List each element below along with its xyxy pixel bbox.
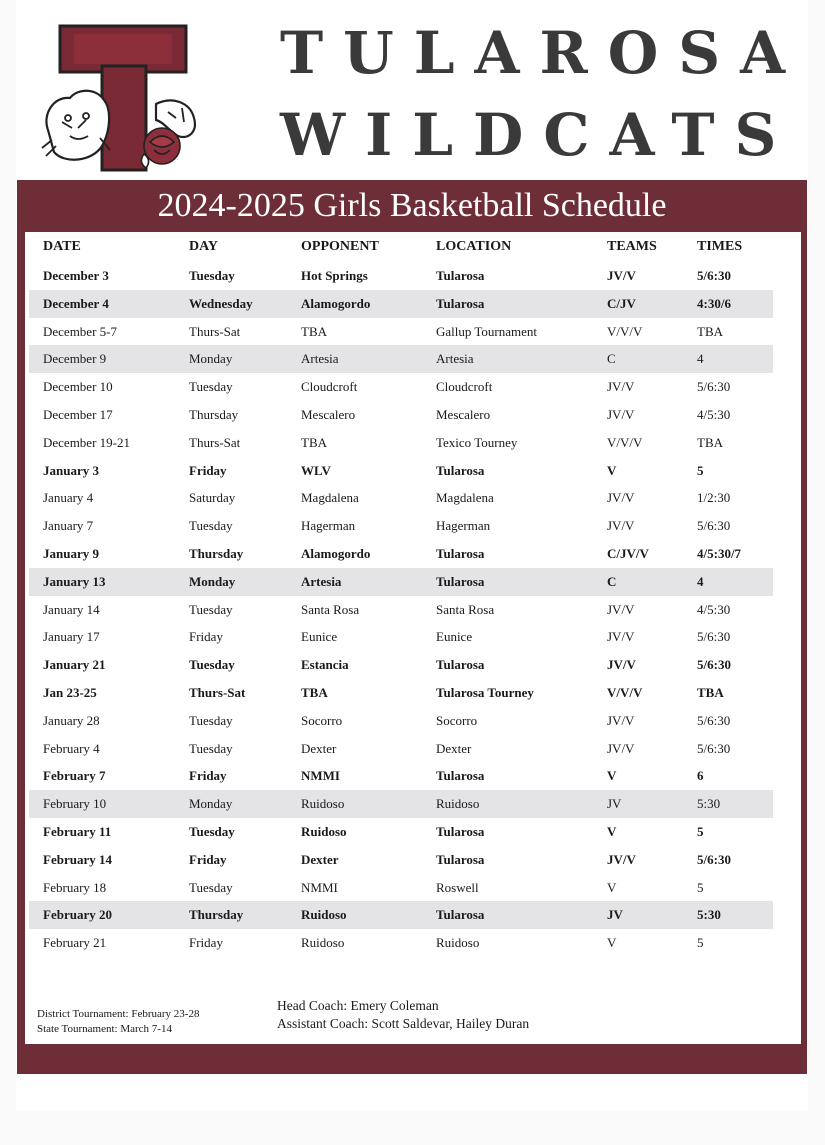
cell-teams: JV/V (607, 712, 635, 728)
table-row (29, 457, 773, 485)
cell-location: Hagerman (436, 518, 491, 534)
cell-opponent: Alamogordo (301, 546, 371, 561)
cell-teams: V (607, 462, 617, 478)
cell-teams: JV/V (607, 657, 636, 673)
cell-teams: JV (607, 907, 623, 923)
cell-opponent: TBA (301, 434, 327, 450)
cell-location: Tularosa (436, 907, 485, 923)
cell-day: Thursday (189, 907, 244, 923)
cell-teams: V (607, 768, 617, 784)
state-tournament: State Tournament: March 7-14 (37, 1023, 172, 1035)
cell-date: December 9 (43, 351, 107, 367)
cell-times: 6 (697, 768, 704, 784)
cell-opponent: Artesia (301, 351, 339, 367)
table-row (29, 651, 773, 679)
schedule-table (25, 232, 801, 1044)
cell-date: December 4 (43, 295, 109, 311)
cell-date: January 17 (43, 629, 100, 645)
schedule-frame (17, 180, 807, 1074)
cell-opponent: Estancia (301, 657, 349, 673)
cell-date: January 28 (43, 712, 100, 728)
table-row (29, 290, 773, 318)
cell-location: Ruidoso (436, 796, 480, 812)
cell-day: Tuesday (189, 268, 235, 283)
cell-teams: V/V/V (607, 434, 643, 450)
cell-times: 5/6:30 (697, 851, 731, 867)
cell-date: December 10 (43, 379, 113, 395)
table-row (29, 790, 773, 818)
cell-day: Friday (189, 629, 223, 645)
cell-times: 5/6:30 (697, 629, 731, 645)
cell-date: February 4 (43, 740, 100, 756)
tournament-info (37, 1007, 199, 1037)
cell-date: December 3 (43, 268, 109, 283)
header-teams: TEAMS (607, 239, 657, 254)
cell-times: 5/6:30 (697, 379, 731, 395)
cell-location: Tularosa (436, 462, 485, 478)
cell-teams: JV/V (607, 490, 635, 506)
cell-opponent: Ruidoso (301, 824, 347, 839)
cell-times: 5 (697, 935, 704, 951)
cell-date: January 4 (43, 490, 94, 506)
cell-teams: JV/V (607, 629, 635, 645)
cell-location: Eunice (436, 629, 473, 645)
cell-date: February 11 (43, 824, 112, 839)
cell-day: Tuesday (189, 712, 233, 728)
cell-times: TBA (697, 323, 723, 339)
cell-opponent: TBA (301, 685, 328, 700)
cell-day: Thurs-Sat (189, 323, 241, 339)
cell-day: Friday (189, 935, 223, 951)
schedule-page (16, 0, 808, 1110)
cell-location: Tularosa (436, 268, 485, 283)
cell-opponent: Santa Rosa (301, 601, 360, 617)
cell-teams: JV/V (607, 518, 635, 534)
cell-opponent: NMMI (301, 879, 338, 895)
cell-times: 5/6:30 (697, 657, 731, 673)
cell-location: Mescalero (436, 407, 491, 422)
cell-times: 1/2:30 (697, 490, 731, 506)
cell-date: December 19-21 (43, 434, 130, 450)
cell-day: Monday (189, 573, 236, 589)
table-row (29, 818, 773, 846)
cell-location: Tularosa (436, 657, 485, 673)
cell-times: 5/6:30 (697, 268, 731, 283)
header-times: TIMES (697, 239, 743, 254)
table-row (29, 735, 773, 763)
cell-teams: V (607, 824, 617, 839)
cell-date: February 21 (43, 935, 107, 951)
cell-opponent: Magdalena (301, 490, 359, 506)
cell-day: Monday (189, 351, 233, 367)
schedule-title: 2024-2025 Girls Basketball Schedule (157, 187, 667, 224)
table-row (29, 679, 773, 707)
cell-times: 5/6:30 (697, 518, 731, 534)
cell-teams: JV/V (607, 407, 635, 422)
cell-location: Magdalena (436, 490, 494, 506)
cell-times: 4:30/6 (697, 295, 731, 311)
assistant-coach: Assistant Coach: Scott Saldevar, Hailey Duran (277, 1016, 530, 1031)
cell-times: 5 (697, 879, 704, 895)
cell-day: Tuesday (189, 740, 233, 756)
cell-teams: V/V/V (607, 685, 643, 700)
cell-location: Socorro (436, 712, 478, 728)
cell-location: Cloudcroft (436, 379, 493, 395)
cell-opponent: Hot Springs (301, 268, 368, 283)
cell-opponent: Artesia (301, 573, 342, 589)
table-row (29, 345, 773, 373)
cell-opponent: Mescalero (301, 407, 356, 422)
cell-opponent: Alamogordo (301, 295, 371, 311)
cell-location: Roswell (436, 879, 479, 895)
cell-teams: C (607, 573, 617, 589)
table-row (29, 846, 773, 874)
table-row (29, 568, 773, 596)
table-row (29, 540, 773, 568)
cell-date: January 21 (43, 657, 106, 673)
cell-times: 5 (697, 824, 704, 839)
table-row (29, 262, 773, 290)
cell-date: Jan 23-25 (43, 685, 97, 700)
cell-opponent: Socorro (301, 712, 343, 728)
cell-day: Thurs-Sat (189, 685, 246, 700)
header-opponent: OPPONENT (301, 239, 379, 254)
cell-opponent: Eunice (301, 629, 338, 645)
cell-opponent: Ruidoso (301, 796, 345, 812)
cell-teams: JV/V (607, 740, 635, 756)
cell-day: Wednesday (189, 295, 253, 311)
cell-teams: V (607, 879, 617, 895)
cell-date: December 17 (43, 407, 113, 422)
cell-day: Saturday (189, 490, 236, 506)
header-date: DATE (43, 239, 81, 254)
cell-teams: JV (607, 796, 622, 812)
cell-times: 4/5:30 (697, 407, 731, 422)
cell-date: January 9 (43, 546, 99, 561)
cell-teams: JV/V (607, 379, 635, 395)
cell-day: Tuesday (189, 824, 235, 839)
table-header-row (29, 233, 773, 261)
cell-date: February 20 (43, 907, 112, 923)
cell-times: 5/6:30 (697, 740, 731, 756)
table-row (29, 762, 773, 790)
cell-day: Monday (189, 796, 233, 812)
wildcat-t-logo (38, 22, 208, 174)
table-row (29, 484, 773, 512)
cell-location: Artesia (436, 351, 474, 367)
table-row (29, 623, 773, 651)
table-row (29, 929, 773, 957)
table-row (29, 318, 773, 346)
cell-location: Tularosa (436, 295, 485, 311)
cell-location: Tularosa Tourney (436, 685, 534, 700)
cell-date: December 5-7 (43, 323, 117, 339)
cell-teams: C (607, 351, 616, 367)
head-coach: Head Coach: Emery Coleman (277, 998, 439, 1013)
cell-times: 5/6:30 (697, 712, 731, 728)
cell-teams: JV/V (607, 268, 636, 283)
cell-times: TBA (697, 434, 723, 450)
cell-opponent: Cloudcroft (301, 379, 358, 395)
cell-location: Tularosa (436, 824, 485, 839)
cell-date: February 7 (43, 768, 106, 784)
cell-times: 5 (697, 462, 704, 478)
cell-location: Tularosa (436, 851, 485, 867)
cell-opponent: Ruidoso (301, 935, 345, 951)
district-tournament: District Tournament: February 23-28 (37, 1008, 200, 1020)
cell-opponent: Ruidoso (301, 907, 347, 923)
cell-times: 5:30 (697, 796, 721, 812)
cell-location: Gallup Tournament (436, 323, 538, 339)
table-row (29, 596, 773, 624)
cell-teams: C/JV/V (607, 546, 649, 561)
cell-date: January 13 (43, 573, 106, 589)
cell-times: 4 (697, 573, 704, 589)
header-location: LOCATION (436, 239, 512, 254)
cell-times: TBA (697, 685, 724, 700)
cell-day: Tuesday (189, 879, 233, 895)
table-row (29, 874, 773, 902)
cell-times: 4 (697, 351, 704, 367)
cell-date: January 3 (43, 462, 99, 478)
cell-date: February 10 (43, 796, 107, 812)
cell-opponent: WLV (301, 462, 331, 478)
cell-day: Tuesday (189, 601, 233, 617)
cell-location: Ruidoso (436, 935, 480, 951)
coaches-info (277, 997, 529, 1033)
header-day: DAY (189, 239, 219, 254)
cell-opponent: TBA (301, 323, 327, 339)
cell-date: January 7 (43, 518, 94, 534)
school-name: TULAROSA (280, 19, 806, 87)
cell-teams: V (607, 935, 617, 951)
cell-location: Texico Tourney (436, 434, 518, 450)
cell-teams: C/JV (607, 295, 636, 311)
cell-location: Tularosa (436, 573, 485, 589)
cell-times: 5:30 (697, 907, 721, 923)
cell-day: Thursday (189, 407, 239, 422)
cell-opponent: Dexter (301, 740, 337, 756)
cell-times: 4/5:30 (697, 601, 731, 617)
cell-opponent: NMMI (301, 768, 340, 784)
cell-day: Friday (189, 768, 227, 784)
cell-location: Santa Rosa (436, 601, 495, 617)
cell-teams: V/V/V (607, 323, 643, 339)
cell-teams: JV/V (607, 851, 636, 867)
cell-day: Tuesday (189, 379, 233, 395)
table-row (29, 707, 773, 735)
cell-day: Thurs-Sat (189, 434, 241, 450)
cell-location: Dexter (436, 740, 472, 756)
cell-opponent: Dexter (301, 851, 339, 867)
cell-times: 4/5:30/7 (697, 546, 742, 561)
cell-opponent: Hagerman (301, 518, 356, 534)
cell-location: Tularosa (436, 546, 485, 561)
cell-day: Tuesday (189, 518, 233, 534)
cell-location: Tularosa (436, 768, 485, 784)
table-row (29, 401, 773, 429)
cell-day: Friday (189, 851, 227, 867)
table-row (29, 429, 773, 457)
team-name: WILDCATS (280, 101, 797, 169)
cell-day: Thursday (189, 546, 244, 561)
cell-teams: JV/V (607, 601, 635, 617)
cell-date: February 18 (43, 879, 107, 895)
table-row (29, 373, 773, 401)
cell-date: February 14 (43, 851, 112, 867)
cell-day: Tuesday (189, 657, 235, 673)
cell-day: Friday (189, 462, 227, 478)
table-row (29, 512, 773, 540)
cell-date: January 14 (43, 601, 100, 617)
table-row (29, 901, 773, 929)
